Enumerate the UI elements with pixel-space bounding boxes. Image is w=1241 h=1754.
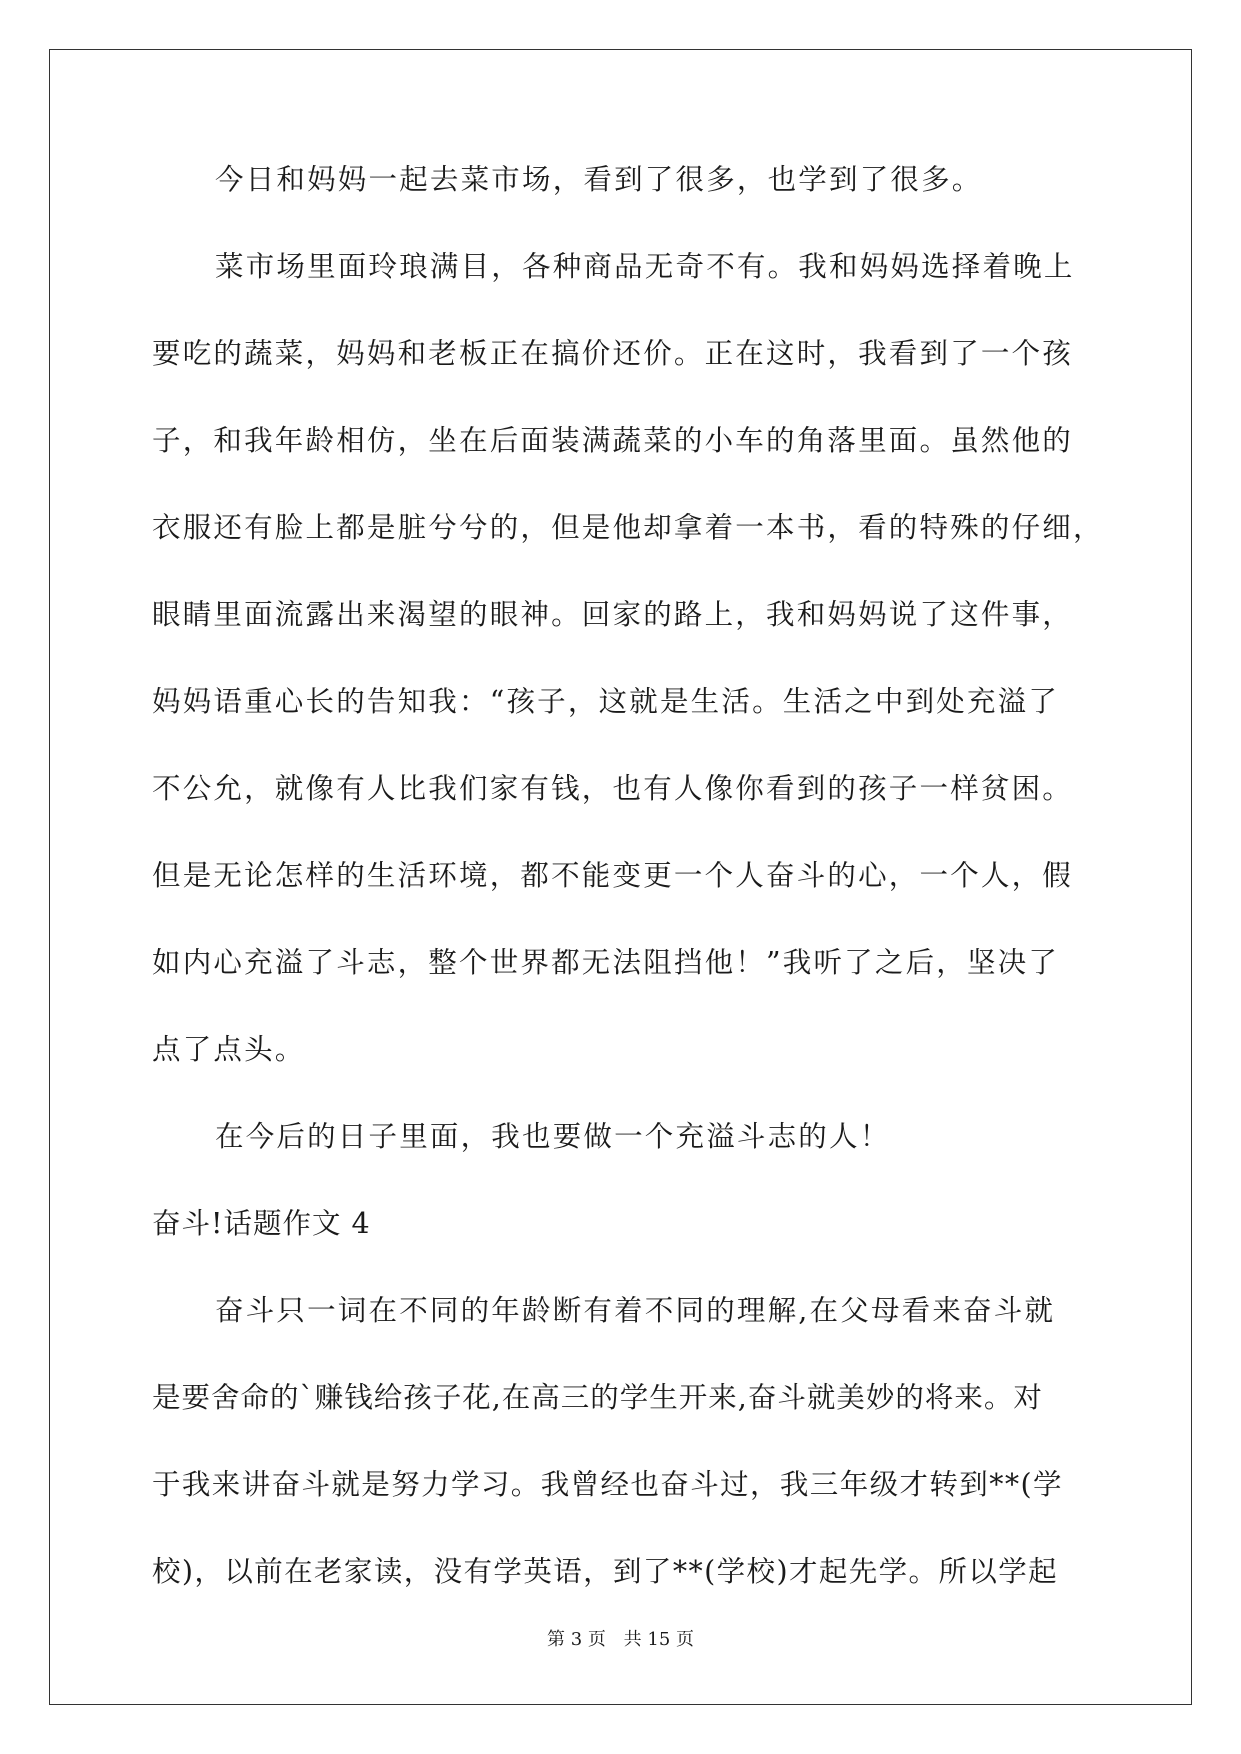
text-line: 今日和妈妈一起去菜市场，看到了很多，也学到了很多。 bbox=[215, 163, 983, 196]
text-line: 不公允，就像有人比我们家有钱，也有人像你看到的孩子一样贫困。 bbox=[152, 772, 1074, 805]
text-line: 菜市场里面玲琅满目，各种商品无奇不有。我和妈妈选择着晚上 bbox=[215, 250, 1075, 283]
text-line: 点了点头。 bbox=[152, 1033, 306, 1066]
text-line: 是要舍命的`赚钱给孩子花,在高三的学生开来,奋斗就美妙的将来。对 bbox=[152, 1381, 1043, 1414]
text-line: 妈妈语重心长的告知我：“孩子，这就是生活。生活之中到处充溢了 bbox=[152, 685, 1060, 718]
text-line: 在今后的日子里面，我也要做一个充溢斗志的人！ bbox=[215, 1120, 891, 1153]
text-line: 眼睛里面流露出来渴望的眼神。回家的路上，我和妈妈说了这件事， bbox=[152, 598, 1074, 631]
text-line: 但是无论怎样的生活环境，都不能变更一个人奋斗的心，一个人，假 bbox=[152, 859, 1074, 892]
text-line: 要吃的蔬菜，妈妈和老板正在搞价还价。正在这时，我看到了一个孩 bbox=[152, 337, 1074, 370]
page-number: 第 3 页 bbox=[547, 1629, 606, 1650]
section-heading: 奋斗!话题作文 4 bbox=[152, 1207, 371, 1240]
text-line: 如内心充溢了斗志，整个世界都无法阻挡他！”我听了之后，坚决了 bbox=[152, 946, 1060, 979]
text-line: 子，和我年龄相仿，坐在后面装满蔬菜的小车的角落里面。虽然他的 bbox=[152, 424, 1074, 457]
text-line: 于我来讲奋斗就是努力学习。我曾经也奋斗过，我三年级才转到**(学 bbox=[152, 1468, 1063, 1501]
text-line: 衣服还有脸上都是脏兮兮的，但是他却拿着一本书，看的特殊的仔细， bbox=[152, 511, 1104, 544]
text-line: 校)，以前在老家读，没有学英语，到了**(学校)才起先学。所以学起 bbox=[152, 1555, 1059, 1588]
page-footer bbox=[0, 1625, 1241, 1651]
text-line: 奋斗只一词在不同的年龄断有着不同的理解,在父母看来奋斗就 bbox=[215, 1294, 1056, 1327]
page-total: 共 15 页 bbox=[623, 1629, 694, 1650]
